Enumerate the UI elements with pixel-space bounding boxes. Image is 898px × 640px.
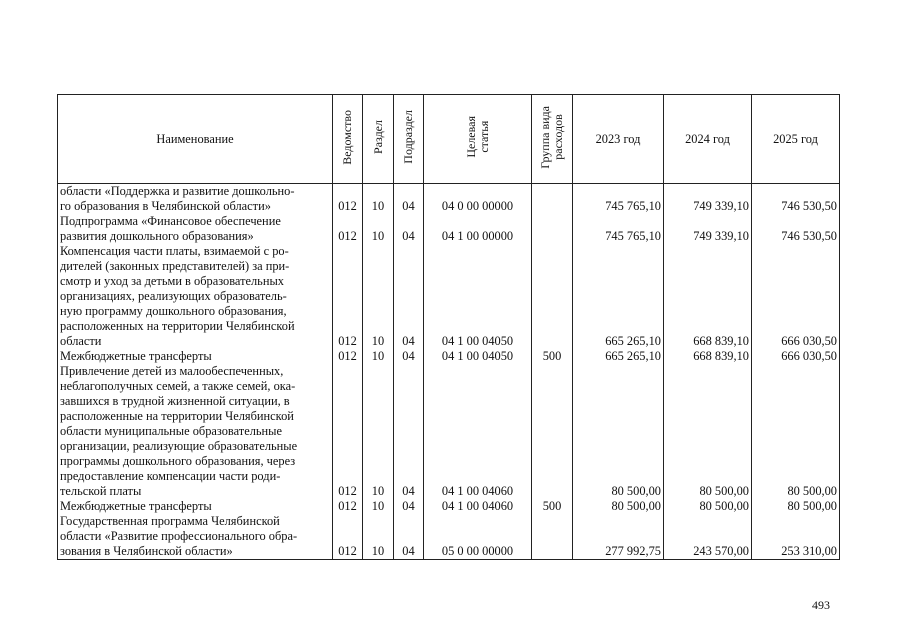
row-section: 10 [363, 184, 394, 215]
row-name-line: неблагополучных семей, а также семей, ока- [60, 379, 296, 393]
row-expense-group: 500 [532, 349, 573, 364]
row-name-line: Государственная программа Челябинской [60, 514, 280, 528]
row-subsection: 04 [394, 184, 424, 215]
row-ministry: 012 [333, 214, 363, 244]
header-name: Наименование [58, 95, 333, 184]
row-name [58, 514, 333, 560]
table-row [58, 184, 840, 215]
row-name-line: развития дошкольного образования» [60, 229, 254, 243]
header-subsection: Подраздел [394, 95, 424, 184]
row-subsection: 04 [394, 214, 424, 244]
row-ministry: 012 [333, 244, 363, 349]
row-name-line: области «Поддержка и развитие дошкольно- [60, 184, 295, 198]
row-subsection: 04 [394, 364, 424, 499]
header-target-article: Целевая статья [424, 95, 532, 184]
row-name-line: завшихся в трудной жизненной ситуации, в [60, 394, 290, 408]
row-section: 10 [363, 349, 394, 364]
row-name-line: смотр и уход за детьми в образовательных [60, 274, 284, 288]
row-amount-2025: 80 500,00 [752, 364, 840, 499]
row-name [58, 499, 333, 514]
row-name-line: предоставление компенсации части роди- [60, 469, 281, 483]
row-ministry: 012 [333, 184, 363, 215]
row-amount-2024: 80 500,00 [664, 364, 752, 499]
table-header-row [58, 95, 840, 184]
row-name [58, 244, 333, 349]
row-name-line: организации, реализующие образовательные [60, 439, 298, 453]
table-row [58, 349, 840, 364]
row-amount-2025: 666 030,50 [752, 244, 840, 349]
table-row [58, 514, 840, 560]
row-amount-2024: 749 339,10 [664, 184, 752, 215]
row-section: 10 [363, 244, 394, 349]
header-2023: 2023 год [573, 95, 664, 184]
page-number: 493 [812, 598, 830, 612]
row-section: 10 [363, 499, 394, 514]
row-target-article: 04 0 00 00000 [424, 184, 532, 215]
row-name-line: дителей (законных представителей) за при- [60, 259, 290, 273]
table-body [58, 184, 840, 560]
row-expense-group [532, 244, 573, 349]
row-subsection: 04 [394, 499, 424, 514]
header-2024: 2024 год [664, 95, 752, 184]
budget-table [57, 94, 840, 560]
header-section: Раздел [363, 95, 394, 184]
row-subsection: 04 [394, 349, 424, 364]
row-target-article: 05 0 00 00000 [424, 514, 532, 560]
row-ministry: 012 [333, 499, 363, 514]
row-amount-2025: 666 030,50 [752, 349, 840, 364]
row-name-line: ную программу дошкольного образования, [60, 304, 287, 318]
row-amount-2023: 277 992,75 [573, 514, 664, 560]
row-target-article: 04 1 00 04060 [424, 364, 532, 499]
row-target-article: 04 1 00 04060 [424, 499, 532, 514]
row-name-line: тельской платы [60, 484, 142, 498]
row-name-line: расположенные на территории Челябинской [60, 409, 294, 423]
row-amount-2023: 745 765,10 [573, 214, 664, 244]
row-ministry: 012 [333, 349, 363, 364]
header-ministry: Ведомство [333, 95, 363, 184]
row-amount-2023: 80 500,00 [573, 364, 664, 499]
row-amount-2024: 668 839,10 [664, 349, 752, 364]
row-expense-group [532, 214, 573, 244]
row-amount-2023: 665 265,10 [573, 244, 664, 349]
row-name [58, 364, 333, 499]
row-name-line: Межбюджетные трансферты [60, 499, 212, 513]
row-amount-2025: 746 530,50 [752, 214, 840, 244]
row-section: 10 [363, 214, 394, 244]
row-amount-2023: 665 265,10 [573, 349, 664, 364]
row-expense-group [532, 514, 573, 560]
row-target-article: 04 1 00 04050 [424, 349, 532, 364]
row-name [58, 184, 333, 215]
row-name-line: области «Развитие профессионального обра- [60, 529, 298, 543]
row-expense-group: 500 [532, 499, 573, 514]
row-name-line: области [60, 334, 102, 348]
row-target-article: 04 1 00 00000 [424, 214, 532, 244]
table-row [58, 499, 840, 514]
row-expense-group [532, 364, 573, 499]
row-name-line: программы дошкольного образования, через [60, 454, 296, 468]
header-2025: 2025 год [752, 95, 840, 184]
row-name-line: Подпрограмма «Финансовое обеспечение [60, 214, 281, 228]
table-row [58, 214, 840, 244]
row-subsection: 04 [394, 514, 424, 560]
row-amount-2025: 746 530,50 [752, 184, 840, 215]
row-amount-2023: 745 765,10 [573, 184, 664, 215]
row-amount-2024: 80 500,00 [664, 499, 752, 514]
row-target-article: 04 1 00 04050 [424, 244, 532, 349]
row-section: 10 [363, 364, 394, 499]
header-expense-group: Группа вида расходов [532, 95, 573, 184]
row-name-line: Компенсация части платы, взимаемой с ро- [60, 244, 289, 258]
row-amount-2024: 749 339,10 [664, 214, 752, 244]
row-amount-2024: 668 839,10 [664, 244, 752, 349]
row-ministry: 012 [333, 364, 363, 499]
row-name-line: расположенных на территории Челябинской [60, 319, 295, 333]
row-subsection: 04 [394, 244, 424, 349]
row-name [58, 214, 333, 244]
row-name-line: Межбюджетные трансферты [60, 349, 212, 363]
table-row [58, 364, 840, 499]
row-section: 10 [363, 514, 394, 560]
row-ministry: 012 [333, 514, 363, 560]
row-name-line: Привлечение детей из малообеспеченных, [60, 364, 284, 378]
row-amount-2024: 243 570,00 [664, 514, 752, 560]
row-amount-2023: 80 500,00 [573, 499, 664, 514]
row-name [58, 349, 333, 364]
row-name-line: организациях, реализующих образователь- [60, 289, 287, 303]
table-row [58, 244, 840, 349]
row-name-line: зования в Челябинской области» [60, 544, 233, 558]
row-name-line: го образования в Челябинской области» [60, 199, 271, 213]
row-name-line: области муниципальные образовательные [60, 424, 282, 438]
row-expense-group [532, 184, 573, 215]
row-amount-2025: 253 310,00 [752, 514, 840, 560]
row-amount-2025: 80 500,00 [752, 499, 840, 514]
